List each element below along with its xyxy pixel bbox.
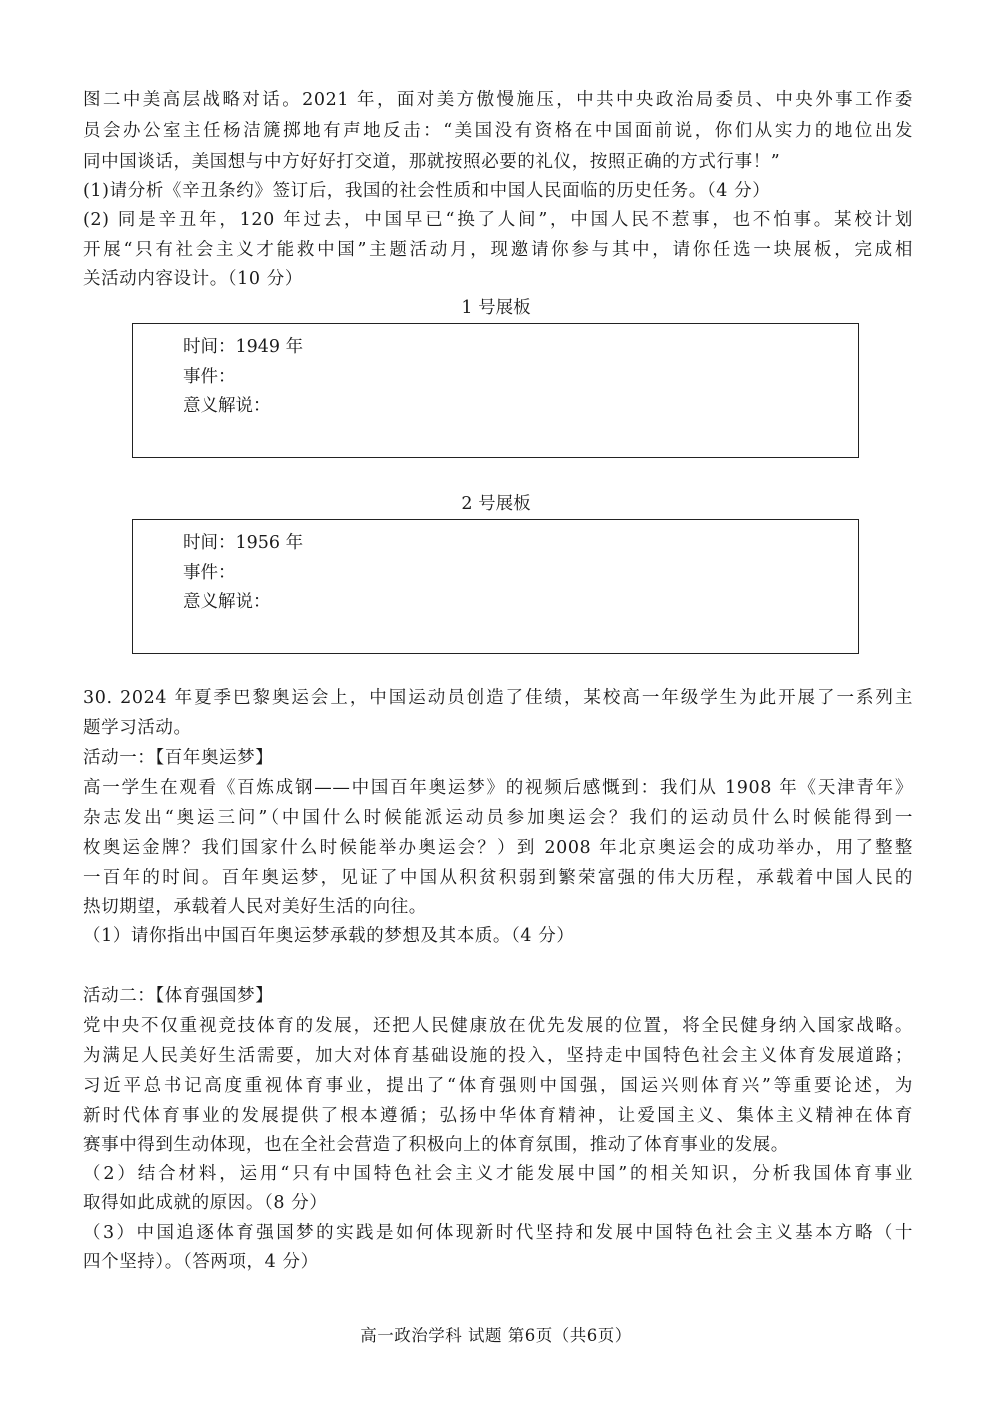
activity-1-text: 热切期望，承载着人民对美好生活的向往。 [83,897,427,917]
panel-1-time: 时间：1949 年 [183,337,304,357]
material-line: 图二中美高层战略对话。2021 年，面对美方傲慢施压，中共中央政治局委员、中央外事工作委 [83,90,913,110]
activity-2-text: 党中央不仅重视竞技体育的发展，还把人民健康放在优先发展的位置，将全民健身纳入国家战略。 [83,1016,913,1036]
question-30-part-2: 取得如此成就的原因。（8 分） [83,1193,328,1213]
panel-1-meaning: 意义解说： [183,396,271,416]
activity-1-text: 高一学生在观看《百炼成钢——中国百年奥运梦》的视频后感慨到：我们从 1908 年《天津青年》 [83,778,913,798]
question-30-intro: 题学习活动。 [83,718,192,738]
activity-1-text: 一百年的时间。百年奥运梦，见证了中国从积贫积弱到繁荣富强的伟大历程，承载着中国人民的 [83,868,913,888]
activity-1-text: 枚奥运金牌？我们国家什么时候能举办奥运会？）到 2008 年北京奥运会的成功举办，用了整整 [83,838,913,858]
panel-1-event: 事件： [183,367,236,387]
question-30-part-2: （2）结合材料，运用“只有中国特色社会主义才能发展中国”的相关知识，分析我国体育事业 [83,1164,913,1184]
panel-2-time: 时间：1956 年 [183,533,304,553]
question-30-part-3: 四个坚持）。（答两项，4 分） [83,1252,319,1272]
question-29-part-2: (2) 同是辛丑年，120 年过去，中国早已“换了人间”，中国人民不惹事，也不怕事。某校计划 [83,210,913,230]
question-30-part-3: （3）中国追逐体育强国梦的实践是如何体现新时代坚持和发展中国特色社会主义基本方略（十 [83,1223,913,1243]
activity-2-text: 为满足人民美好生活需要，加大对体育基础设施的投入，坚持走中国特色社会主义体育发展道路； [83,1046,913,1066]
display-panel-2 [132,519,859,654]
page-footer: 高一政治学科 试题 第6页（共6页） [360,1326,632,1345]
activity-2-title: 活动二：【体育强国梦】 [83,986,274,1006]
activity-1-title: 活动一：【百年奥运梦】 [83,748,274,768]
material-line: 员会办公室主任杨洁篪掷地有声地反击：“美国没有资格在中国面前说，你们从实力的地位出发 [83,121,913,141]
question-29-part-2: 关活动内容设计。（10 分） [83,269,303,289]
question-30-intro: 30. 2024 年夏季巴黎奥运会上，中国运动员创造了佳绩，某校高一年级学生为此开展了一系列主 [83,688,913,708]
question-29-part-2: 开展“只有社会主义才能救中国”主题活动月，现邀请你参与其中，请你任选一块展板，完成相 [83,240,913,260]
panel-1-title: 1 号展板 [461,298,531,318]
display-panel-1 [132,323,859,458]
activity-2-text: 新时代体育事业的发展提供了根本遵循；弘扬中华体育精神，让爱国主义、集体主义精神在体育 [83,1106,913,1126]
activity-1-text: 杂志发出“奥运三问”（中国什么时候能派运动员参加奥运会？我们的运动员什么时候能得到一 [83,808,913,828]
activity-2-text: 习近平总书记高度重视体育事业，提出了“体育强则中国强，国运兴则体育兴”等重要论述，为 [83,1076,913,1096]
material-line: 同中国谈话，美国想与中方好好打交道，那就按照必要的礼仪，按照正确的方式行事！” [83,152,781,172]
panel-2-meaning: 意义解说： [183,592,271,612]
activity-2-text: 赛事中得到生动体现，也在全社会营造了积极向上的体育氛围，推动了体育事业的发展。 [83,1135,789,1155]
panel-2-title: 2 号展板 [461,494,531,514]
question-30-part-1: （1）请你指出中国百年奥运梦承载的梦想及其本质。（4 分） [83,926,575,946]
panel-2-event: 事件： [183,563,236,583]
question-29-part-1: (1)请分析《辛丑条约》签订后，我国的社会性质和中国人民面临的历史任务。（4 分） [83,181,771,201]
